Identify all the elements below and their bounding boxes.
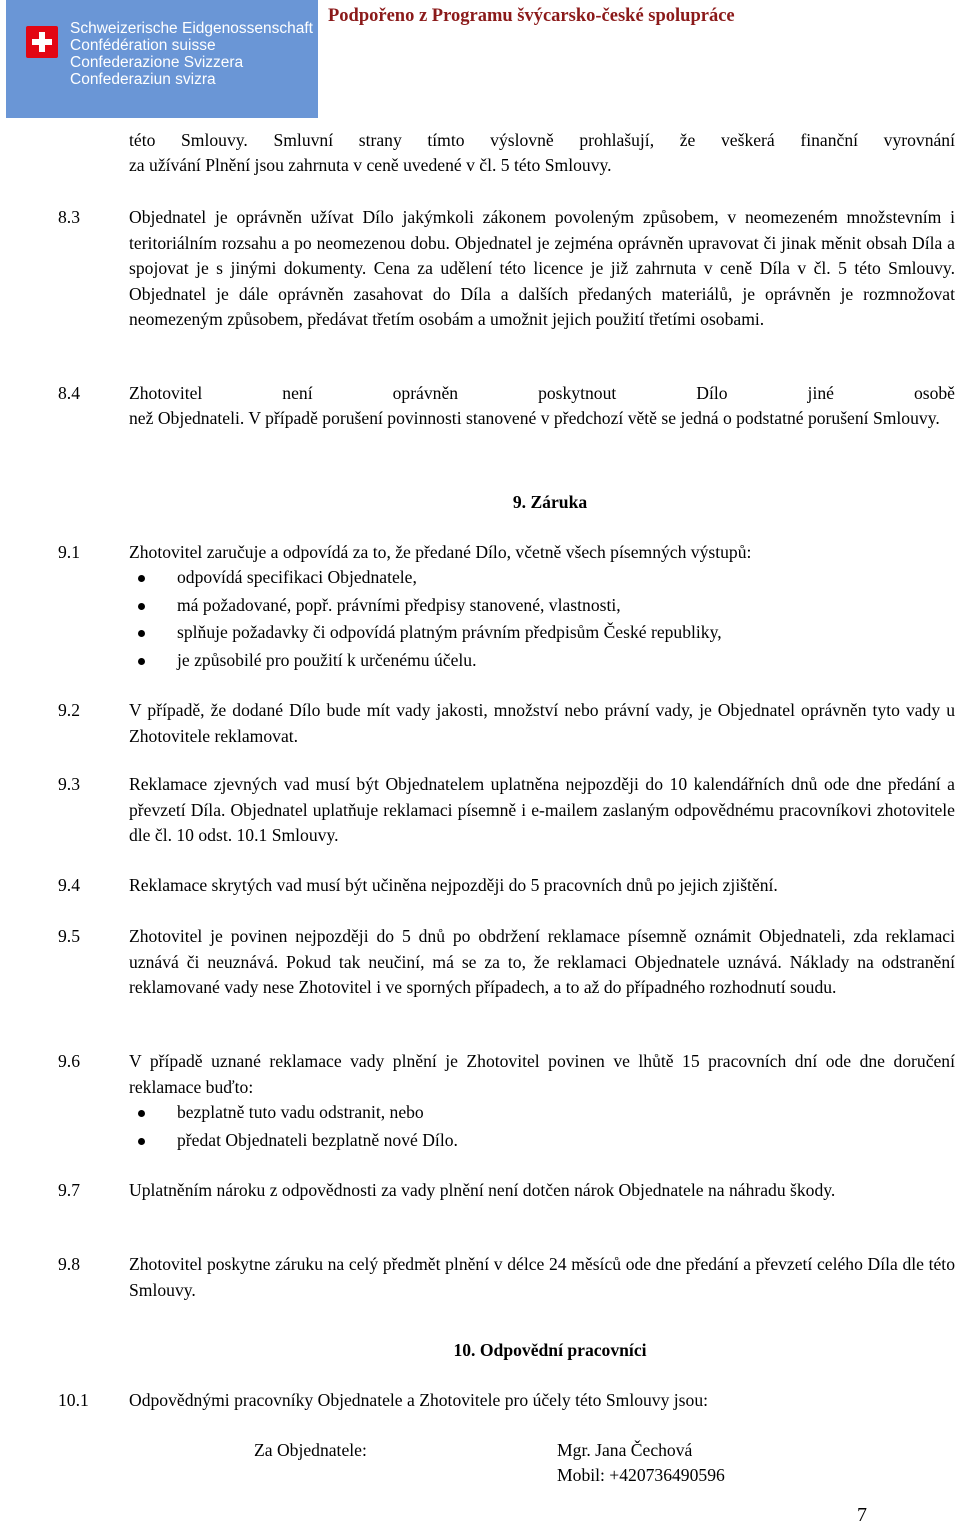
contact-name: Mgr. Jana Čechová (557, 1440, 693, 1460)
contact-label: Za Objednatele: (254, 1440, 367, 1460)
list-item: odpovídá specifikaci Objednatele, (129, 565, 722, 593)
section-text-9-6: V případě uznané reklamace vady plnění je Zhotovitel povinen ve lhůtě 15 pracovních dní ode dne doručení reklamace buďto: (129, 1051, 955, 1097)
section-text-8-4-line1: Zhotovitel není oprávněn poskytnout Dílo jiné osobě (129, 383, 955, 403)
list-item: bezplatně tuto vadu odstranit, nebo (129, 1100, 458, 1128)
section-number-9-5: 9.5 (58, 926, 80, 946)
section-text-9-1: Zhotovitel zaručuje a odpovídá za to, že předané Dílo, včetně všech písemných výstupů: (129, 542, 752, 562)
section-number-9-1: 9.1 (58, 542, 80, 562)
logo-line-de: Schweizerische Eidgenossenschaft (70, 20, 313, 37)
swiss-confederation-logo (6, 0, 318, 118)
section-number-9-7: 9.7 (58, 1180, 80, 1200)
section-number-9-4: 9.4 (58, 875, 80, 895)
section-number-9-2: 9.2 (58, 700, 80, 720)
logo-line-rm: Confederaziun svizra (70, 71, 216, 88)
intro-line-1: této Smlouvy. Smluvní strany tímto výslovně prohlašují, že veškerá finanční vyrovnání (129, 130, 955, 150)
section-text-9-2: V případě, že dodané Dílo bude mít vady jakosti, množství nebo právní vady, je Objednatel oprávněn tyto vady u Zhotovitele reklamovat. (129, 700, 955, 746)
section-text-8-4-rest: než Objednateli. V případě porušení povinnosti stanovené v předchozí větě se jedná o podstatné porušení Smlouvy. (129, 408, 940, 428)
contact-phone: Mobil: +420736490596 (557, 1465, 725, 1485)
section-text-9-4: Reklamace skrytých vad musí být učiněna nejpozději do 5 pracovních dnů po jejich zjištění. (129, 875, 778, 895)
intro-line-2: za užívání Plnění jsou zahrnuta v ceně uvedené v čl. 5 této Smlouvy. (129, 155, 612, 175)
list-item: má požadované, popř. právními předpisy stanovené, vlastnosti, (129, 593, 722, 621)
swiss-cross-icon (26, 26, 58, 58)
list-item: předat Objednateli bezplatně nové Dílo. (129, 1128, 458, 1156)
logo-line-it: Confederazione Svizzera (70, 54, 244, 71)
page-number: 7 (857, 1504, 867, 1526)
list-item: splňuje požadavky či odpovídá platným právním předpisům České republiky, (129, 620, 722, 648)
section-number-8-3: 8.3 (58, 207, 80, 227)
heading-zaruka: 9. Záruka (512, 492, 588, 512)
section-text-10-1: Odpovědnými pracovníky Objednatele a Zhotovitele pro účely této Smlouvy jsou: (129, 1390, 709, 1410)
section-text-9-7: Uplatněním nároku z odpovědnosti za vady plnění není dotčen nárok Objednatele na náhradu škody. (129, 1180, 836, 1200)
section-text-9-3: Reklamace zjevných vad musí být Objednatelem uplatněna nejpozději do 10 kalendářních dnů ode dne předání a převzetí Díla. Objednatel uplatňuje reklamaci písemně i e-mailem zaslaným odpovědnému pracovníkovi zhotovitele dle čl. 10 odst. 10.1 Smlouvy. (129, 774, 955, 846)
bullet-list-9-1 (129, 565, 722, 675)
section-number-9-6: 9.6 (58, 1051, 80, 1071)
header-title: Podpořeno z Programu švýcarsko-české spolupráce (328, 6, 735, 26)
section-number-10-1: 10.1 (58, 1390, 89, 1410)
list-item: je způsobilé pro použití k určenému účelu. (129, 648, 722, 676)
section-text-9-8: Zhotovitel poskytne záruku na celý předmět plnění v délce 24 měsíců ode dne předání a převzetí celého Díla dle této Smlouvy. (129, 1254, 955, 1300)
logo-text (70, 20, 313, 88)
section-text-9-5: Zhotovitel je povinen nejpozději do 5 dnů po obdržení reklamace písemně oznámit Objednateli, zda reklamaci uznává či neuznává. Pokud tak neučiní, má se za to, že reklamaci Objednatele uznává. Náklady na odstranění reklamované vady nese Zhotovitel i ve sporných případech, a to až do případného rozhodnutí soudu. (129, 926, 955, 998)
section-number-8-4: 8.4 (58, 383, 80, 403)
bullet-list-9-6 (129, 1100, 458, 1155)
heading-odpovedni-pracovnici: 10. Odpovědní pracovníci (453, 1340, 647, 1360)
logo-line-fr: Confédération suisse (70, 37, 216, 54)
section-text-8-3: Objednatel je oprávněn užívat Dílo jakýmkoli zákonem povoleným způsobem, v neomezeném množstevním i teritoriálním rozsahu a po neomezenou dobu. Objednatel je zejména oprávněn upravovat či jinak měnit obsah Díla a spojovat je s jinými dokumenty. Cena za udělení této licence je již zahrnuta v ceně Díla v čl. 5 této Smlouvy. Objednatel je dále oprávněn zasahovat do Díla a dalších předaných materiálů, je oprávněn je rozmnožovat neomezeným způsobem, předávat třetím osobám a umožnit jejich použití třetími osobami. (129, 207, 955, 330)
section-number-9-8: 9.8 (58, 1254, 80, 1274)
section-number-9-3: 9.3 (58, 774, 80, 794)
